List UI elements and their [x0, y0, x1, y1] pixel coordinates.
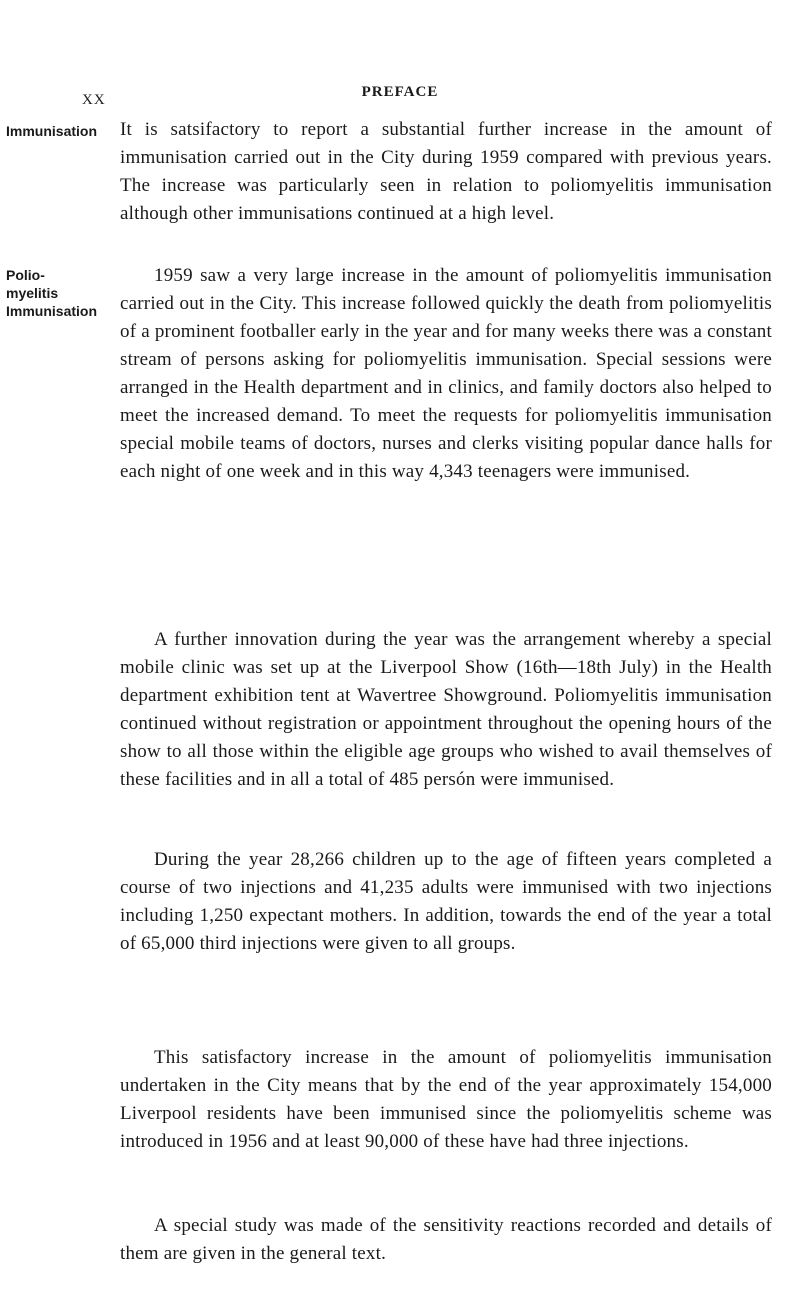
margin-note-line: Polio- — [6, 267, 45, 283]
paragraph-liverpool-show: A further innovation during the year was the arrangement whereby a special mobile clinic was set up at the Liverpool Show (16th—18th July) in the Health department exhibition tent at Wavertree Showground. Poliomyelitis immunisation continued without registration or appointment throughout the opening hours of the show to all those within the eligible age groups who wished to avail themselves of these facilities and in all a total of 485 persón were immunised. — [120, 629, 772, 790]
margin-note-immunisation — [6, 122, 106, 140]
running-title: PREFACE — [361, 84, 439, 100]
margin-note-line: Immunisation — [6, 303, 98, 319]
page-number: XX — [82, 92, 106, 108]
margin-note-line: myelitis — [6, 285, 59, 301]
paragraph-poliomyelitis-increase: 1959 saw a very large increase in the amount of poliomyelitis immunisation carried out in the City. This increase followed quickly the death from poliomyelitis of a prominent footballer early in the year and for many weeks there was a constant stream of persons asking for poliomyelitis immunisation. Special sessions were arranged in the Health department and in clinics, and family doctors also helped to meet the increased demand. To meet the requests for poliomyelitis immunisation special mobile teams of doctors, nurses and clerks visiting popular dance halls for each night of one week and in this way 4,343 teenagers were immunised. — [120, 265, 772, 482]
paragraph-sensitivity-study: A special study was made of the sensitivity reactions recorded and details of them are given in the general text. — [120, 1215, 772, 1264]
margin-note-poliomyelitis-immunisation — [6, 266, 106, 320]
paragraph-residents-immunised: This satisfactory increase in the amount of poliomyelitis immunisation undertaken in the City means that by the end of the year approximately 154,000 Liverpool residents have been immunised since the poliomyelitis scheme was introduced in 1956 and at least 90,000 of these have had three injections. — [120, 1047, 772, 1152]
paragraph-immunisation-intro: It is satsifactory to report a substantial further increase in the amount of immunisation carried out in the City during 1959 compared with previous years. The increase was particularly seen in relation to poliomyelitis immunisation although other immunisations continued at a high level. — [120, 119, 772, 224]
margin-note-line: Immunisation — [6, 123, 98, 139]
paragraph-injection-totals: During the year 28,266 children up to the age of fifteen years completed a course of two injections and 41,235 adults were immunised with two injections including 1,250 expectant mothers. In addition, towards the end of the year a total of 65,000 third injections were given to all groups. — [120, 849, 772, 954]
